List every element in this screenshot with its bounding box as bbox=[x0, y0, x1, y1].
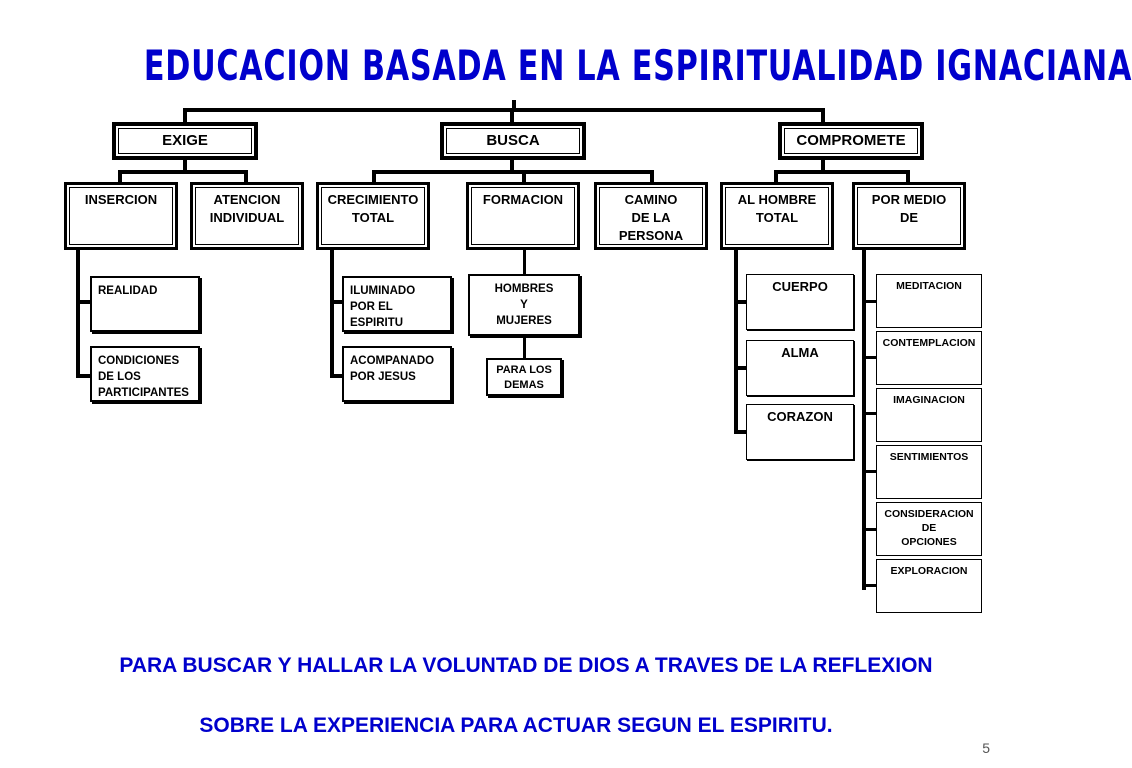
node-acompanado-por-jesus: ACOMPANADO POR JESUS bbox=[342, 346, 452, 402]
footer-line-2: SOBRE LA EXPERIENCIA PARA ACTUAR SEGUN EL ESPIRITU. bbox=[199, 714, 833, 737]
node-por-medio-de: POR MEDIO DE bbox=[852, 182, 966, 250]
node-atencion-individual: ATENCION INDIVIDUAL bbox=[190, 182, 304, 250]
node-insercion: INSERCION bbox=[64, 182, 178, 250]
node-realidad: REALIDAD bbox=[90, 276, 200, 332]
page-number: 5 bbox=[982, 740, 990, 756]
node-busca: BUSCA bbox=[440, 122, 586, 160]
node-crecimiento-total: CRECIMIENTO TOTAL bbox=[316, 182, 430, 250]
node-compromete: COMPROMETE bbox=[778, 122, 924, 160]
node-hombres-y-mujeres: HOMBRES Y MUJERES bbox=[468, 274, 580, 336]
node-iluminado-por-el-espiritu: ILUMINADO POR EL ESPIRITU bbox=[342, 276, 452, 332]
page-title: EDUCACION BASADA EN LA ESPIRITUALIDAD IGNACIANA bbox=[143, 41, 1132, 90]
node-formacion: FORMACION bbox=[466, 182, 580, 250]
node-consideracion-de-opciones: CONSIDERACION DE OPCIONES bbox=[876, 502, 982, 556]
node-alma: ALMA bbox=[746, 340, 854, 396]
node-sentimientos: SENTIMIENTOS bbox=[876, 445, 982, 499]
node-imaginacion: IMAGINACION bbox=[876, 388, 982, 442]
node-exploracion: EXPLORACION bbox=[876, 559, 982, 613]
node-cuerpo: CUERPO bbox=[746, 274, 854, 330]
node-corazon: CORAZON bbox=[746, 404, 854, 460]
node-camino-de-la-persona: CAMINO DE LA PERSONA bbox=[594, 182, 708, 250]
node-condiciones-de-los-participantes: CONDICIONES DE LOS PARTICIPANTES bbox=[90, 346, 200, 402]
node-al-hombre-total: AL HOMBRE TOTAL bbox=[720, 182, 834, 250]
node-para-los-demas: PARA LOS DEMAS bbox=[486, 358, 562, 396]
node-meditacion: MEDITACION bbox=[876, 274, 982, 328]
footer-line-1: PARA BUSCAR Y HALLAR LA VOLUNTAD DE DIOS A TRAVES DE LA REFLEXION bbox=[119, 654, 933, 677]
node-exige: EXIGE bbox=[112, 122, 258, 160]
node-contemplacion: CONTEMPLACION bbox=[876, 331, 982, 385]
